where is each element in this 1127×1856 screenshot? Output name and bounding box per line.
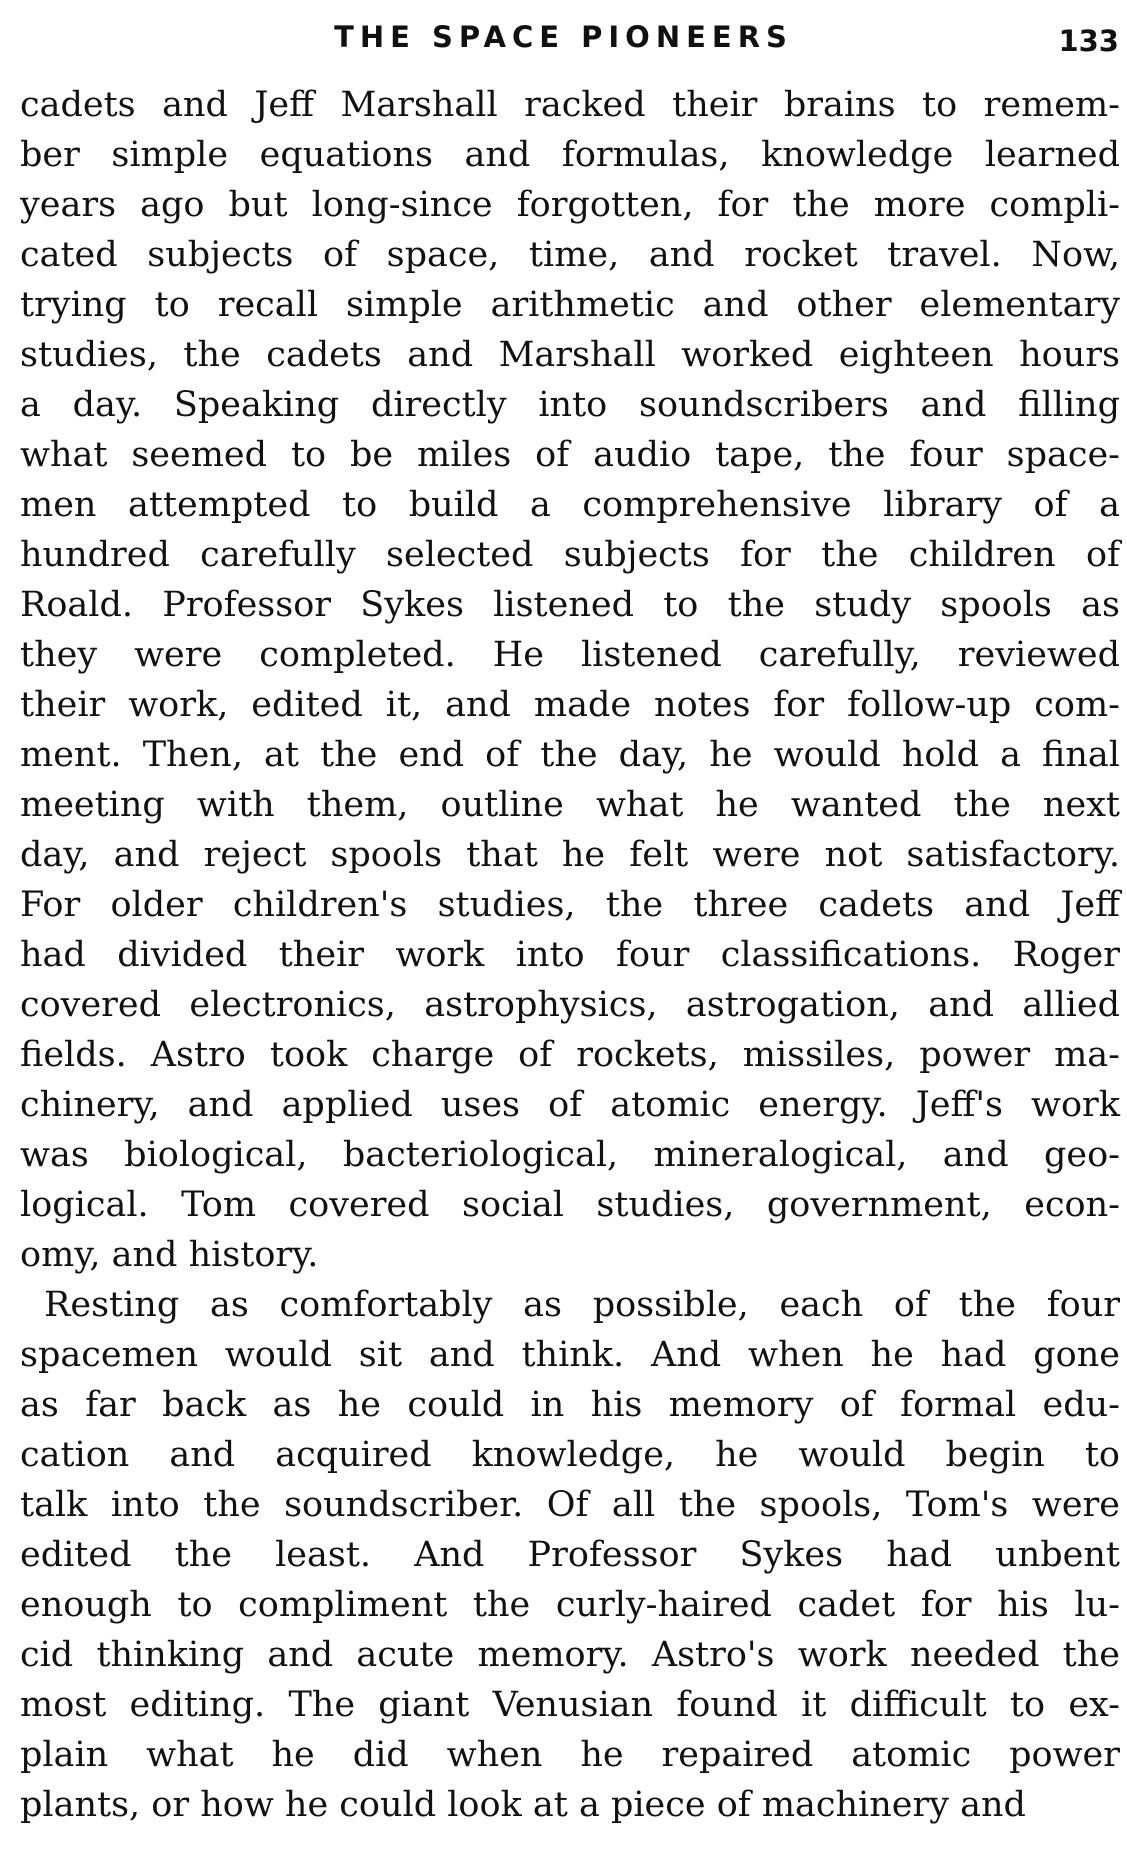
text-line: talk into the soundscriber. Of all the spools, Tom's were	[20, 1485, 1120, 1525]
text-line: covered electronics, astrophysics, astrogation, and allied	[20, 985, 1120, 1025]
text-line: cated subjects of space, time, and rocket travel. Now,	[20, 235, 1120, 275]
text-line: cid thinking and acute memory. Astro's work needed the	[20, 1635, 1120, 1675]
text-line: they were completed. He listened carefully, reviewed	[20, 635, 1120, 675]
text-line: edited the least. And Professor Sykes had unbent	[20, 1535, 1120, 1575]
text-line: Resting as comfortably as possible, each of the four	[44, 1285, 1120, 1325]
text-line: what seemed to be miles of audio tape, the four space-	[20, 435, 1120, 475]
text-line: had divided their work into four classifications. Roger	[20, 935, 1120, 975]
text-line: as far back as he could in his memory of formal edu-	[20, 1385, 1120, 1425]
text-line: was biological, bacteriological, mineralogical, and geo-	[20, 1135, 1120, 1175]
text-line: studies, the cadets and Marshall worked eighteen hours	[20, 335, 1120, 375]
text-line: fields. Astro took charge of rockets, missiles, power ma-	[20, 1035, 1120, 1075]
text-line: chinery, and applied uses of atomic energy. Jeff's work	[20, 1085, 1120, 1125]
body-text	[20, 80, 1120, 1830]
text-line: their work, edited it, and made notes for follow-up com-	[20, 685, 1120, 725]
text-line: cadets and Jeff Marshall racked their brains to remem-	[20, 85, 1120, 125]
text-line: day, and reject spools that he felt were not satisfactory.	[20, 835, 1120, 875]
text-line: plants, or how he could look at a piece of machinery and	[20, 1785, 1026, 1825]
text-line: a day. Speaking directly into soundscribers and filling	[20, 385, 1120, 425]
text-line: logical. Tom covered social studies, government, econ-	[20, 1185, 1120, 1225]
paragraph-1	[20, 80, 1120, 1280]
text-line: plain what he did when he repaired atomic power	[20, 1735, 1120, 1775]
text-line: spacemen would sit and think. And when he had gone	[20, 1335, 1120, 1375]
text-line: ber simple equations and formulas, knowledge learned	[20, 135, 1120, 175]
text-line: Roald. Professor Sykes listened to the study spools as	[20, 585, 1120, 625]
text-line: omy, and history.	[20, 1235, 319, 1275]
page-number: 133	[1058, 24, 1119, 58]
running-head: THE SPACE PIONEERS	[334, 20, 793, 54]
page-header	[0, 12, 1127, 72]
text-line: For older children's studies, the three cadets and Jeff	[20, 885, 1120, 925]
text-line: most editing. The giant Venusian found it difficult to ex-	[20, 1685, 1120, 1725]
text-line: cation and acquired knowledge, he would begin to	[20, 1435, 1120, 1475]
text-line: meeting with them, outline what he wanted the next	[20, 785, 1120, 825]
paragraph-2	[20, 1280, 1120, 1830]
text-line: hundred carefully selected subjects for the children of	[20, 535, 1120, 575]
text-line: trying to recall simple arithmetic and other elementary	[20, 285, 1120, 325]
text-line: years ago but long-since forgotten, for the more compli-	[20, 185, 1120, 225]
text-line: ment. Then, at the end of the day, he would hold a final	[20, 735, 1120, 775]
text-line: men attempted to build a comprehensive library of a	[20, 485, 1120, 525]
text-line: enough to compliment the curly-haired cadet for his lu-	[20, 1585, 1120, 1625]
